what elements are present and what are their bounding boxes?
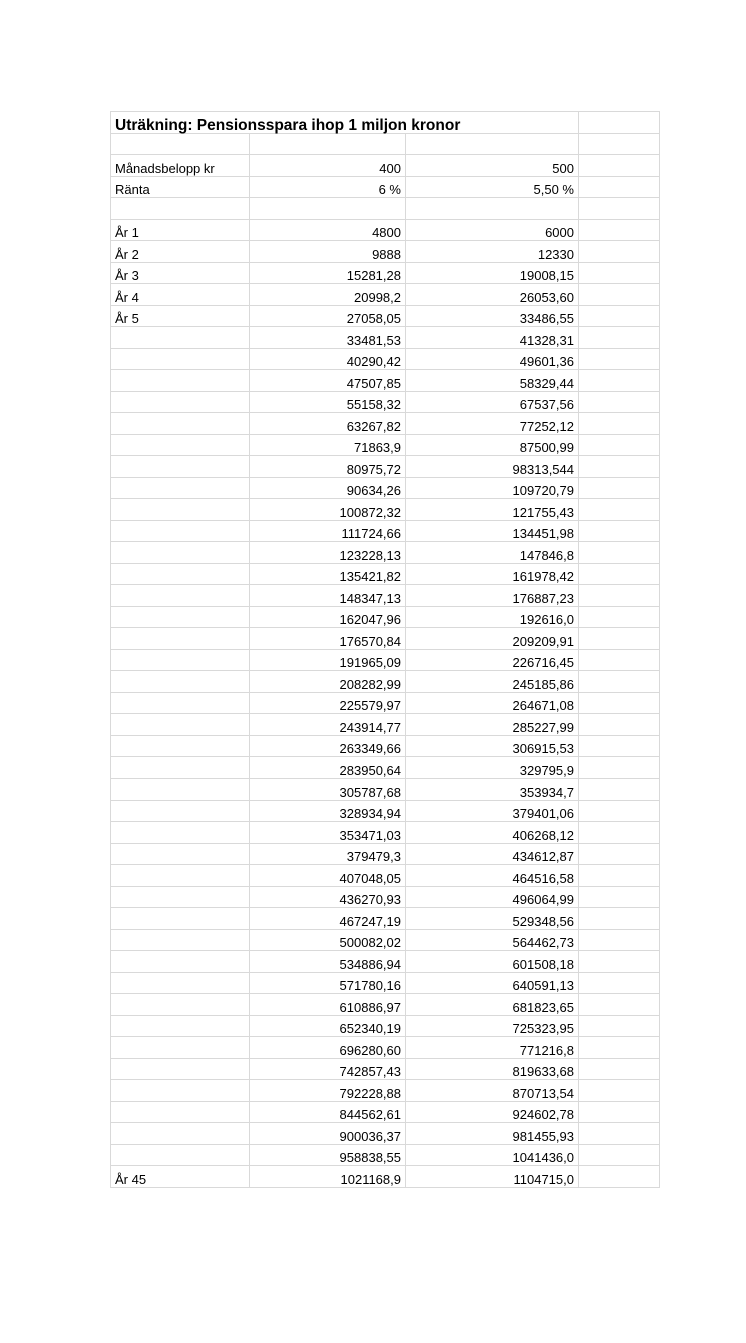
year-row: [111, 434, 660, 456]
balance-a[interactable]: 610886,97: [250, 994, 406, 1016]
balance-a[interactable]: 792228,88: [250, 1080, 406, 1102]
year-row: [111, 262, 660, 284]
balance-b[interactable]: 681823,65: [406, 994, 579, 1016]
year-label[interactable]: [111, 413, 250, 435]
balance-a[interactable]: 90634,26: [250, 477, 406, 499]
balance-b[interactable]: 353934,7: [406, 778, 579, 800]
balance-b[interactable]: 245185,86: [406, 671, 579, 693]
year-row: [111, 886, 660, 908]
balance-b[interactable]: 329795,9: [406, 757, 579, 779]
year-row: [111, 520, 660, 542]
balance-b[interactable]: 121755,43: [406, 499, 579, 521]
balance-b[interactable]: 529348,56: [406, 908, 579, 930]
balance-a[interactable]: 55158,32: [250, 391, 406, 413]
year-label[interactable]: [111, 1144, 250, 1166]
balance-b[interactable]: 464516,58: [406, 865, 579, 887]
year-label[interactable]: [111, 994, 250, 1016]
balance-a[interactable]: 4800: [250, 219, 406, 241]
year-label[interactable]: År 5: [111, 305, 250, 327]
year-label[interactable]: [111, 327, 250, 349]
empty-cell[interactable]: [579, 133, 660, 155]
balance-b[interactable]: 496064,99: [406, 886, 579, 908]
balance-a[interactable]: 33481,53: [250, 327, 406, 349]
empty-cell[interactable]: [579, 284, 660, 306]
title-row: [111, 112, 660, 134]
balance-a[interactable]: 353471,03: [250, 822, 406, 844]
interest-rate-label[interactable]: Ränta: [111, 176, 250, 198]
balance-b[interactable]: 19008,15: [406, 262, 579, 284]
year-row: [111, 1101, 660, 1123]
balance-b[interactable]: 176887,23: [406, 585, 579, 607]
year-label[interactable]: [111, 563, 250, 585]
empty-cell[interactable]: [579, 112, 660, 134]
balance-a[interactable]: 436270,93: [250, 886, 406, 908]
balance-a[interactable]: 900036,37: [250, 1123, 406, 1145]
year-row: [111, 908, 660, 930]
empty-cell[interactable]: [579, 563, 660, 585]
empty-cell[interactable]: [579, 908, 660, 930]
year-row: [111, 606, 660, 628]
balance-a[interactable]: 652340,19: [250, 1015, 406, 1037]
year-label[interactable]: [111, 477, 250, 499]
year-label[interactable]: År 2: [111, 241, 250, 263]
balance-b[interactable]: 601508,18: [406, 951, 579, 973]
year-row: [111, 649, 660, 671]
balance-b[interactable]: 226716,45: [406, 649, 579, 671]
year-row: [111, 348, 660, 370]
empty-cell[interactable]: [579, 176, 660, 198]
year-row: [111, 219, 660, 241]
balance-b[interactable]: 285227,99: [406, 714, 579, 736]
balance-b[interactable]: 209209,91: [406, 628, 579, 650]
balance-a[interactable]: 500082,02: [250, 929, 406, 951]
year-row: [111, 692, 660, 714]
balance-b[interactable]: 49601,36: [406, 348, 579, 370]
balance-b[interactable]: 58329,44: [406, 370, 579, 392]
balance-b[interactable]: 924602,78: [406, 1101, 579, 1123]
year-label[interactable]: [111, 671, 250, 693]
year-label[interactable]: [111, 628, 250, 650]
year-label[interactable]: [111, 972, 250, 994]
empty-cell[interactable]: [579, 262, 660, 284]
balance-a[interactable]: 467247,19: [250, 908, 406, 930]
empty-cell[interactable]: [579, 1015, 660, 1037]
year-row: [111, 822, 660, 844]
empty-cell[interactable]: [579, 1144, 660, 1166]
balance-a[interactable]: 958838,55: [250, 1144, 406, 1166]
balance-a[interactable]: 162047,96: [250, 606, 406, 628]
empty-cell[interactable]: [579, 649, 660, 671]
year-row: [111, 778, 660, 800]
year-row: [111, 951, 660, 973]
balance-b[interactable]: 33486,55: [406, 305, 579, 327]
balance-a[interactable]: 305787,68: [250, 778, 406, 800]
empty-cell[interactable]: [250, 133, 406, 155]
balance-b[interactable]: 306915,53: [406, 735, 579, 757]
balance-a[interactable]: 328934,94: [250, 800, 406, 822]
empty-cell[interactable]: [579, 305, 660, 327]
year-row: [111, 477, 660, 499]
empty-cell[interactable]: [579, 757, 660, 779]
empty-cell[interactable]: [579, 219, 660, 241]
year-row: [111, 865, 660, 887]
balance-a[interactable]: 20998,2: [250, 284, 406, 306]
balance-a[interactable]: 1021168,9: [250, 1166, 406, 1188]
year-label[interactable]: [111, 649, 250, 671]
balance-a[interactable]: 176570,84: [250, 628, 406, 650]
empty-cell[interactable]: [579, 735, 660, 757]
year-label[interactable]: År 3: [111, 262, 250, 284]
year-label[interactable]: [111, 778, 250, 800]
balance-a[interactable]: 696280,60: [250, 1037, 406, 1059]
year-label[interactable]: [111, 1101, 250, 1123]
empty-cell[interactable]: [579, 542, 660, 564]
balance-b[interactable]: 379401,06: [406, 800, 579, 822]
empty-cell[interactable]: [250, 198, 406, 220]
empty-cell[interactable]: [579, 327, 660, 349]
balance-b[interactable]: 147846,8: [406, 542, 579, 564]
year-row: [111, 241, 660, 263]
balance-b[interactable]: 41328,31: [406, 327, 579, 349]
empty-cell[interactable]: [579, 370, 660, 392]
year-row: [111, 735, 660, 757]
year-row: [111, 1144, 660, 1166]
year-row: [111, 305, 660, 327]
balance-b[interactable]: 819633,68: [406, 1058, 579, 1080]
balance-b[interactable]: 264671,08: [406, 692, 579, 714]
empty-cell[interactable]: [406, 198, 579, 220]
balance-a[interactable]: 71863,9: [250, 434, 406, 456]
balance-b[interactable]: 192616,0: [406, 606, 579, 628]
spacer-row: [111, 198, 660, 220]
year-row: [111, 800, 660, 822]
balance-b[interactable]: 1104715,0: [406, 1166, 579, 1188]
interest-rate-a[interactable]: 6 %: [250, 176, 406, 198]
empty-cell[interactable]: [579, 692, 660, 714]
empty-cell[interactable]: [579, 1101, 660, 1123]
empty-cell[interactable]: [579, 778, 660, 800]
balance-b[interactable]: 6000: [406, 219, 579, 241]
balance-a[interactable]: 844562,61: [250, 1101, 406, 1123]
year-row: [111, 391, 660, 413]
year-row: [111, 628, 660, 650]
empty-cell[interactable]: [579, 348, 660, 370]
balance-a[interactable]: 47507,85: [250, 370, 406, 392]
year-row: [111, 542, 660, 564]
balance-a[interactable]: 135421,82: [250, 563, 406, 585]
empty-cell[interactable]: [579, 929, 660, 951]
balance-b[interactable]: 12330: [406, 241, 579, 263]
year-row: [111, 671, 660, 693]
year-label[interactable]: [111, 757, 250, 779]
empty-cell[interactable]: [406, 133, 579, 155]
year-label[interactable]: [111, 606, 250, 628]
balance-a[interactable]: 283950,64: [250, 757, 406, 779]
empty-cell[interactable]: [579, 800, 660, 822]
year-label[interactable]: [111, 714, 250, 736]
balance-a[interactable]: 263349,66: [250, 735, 406, 757]
monthly-amount-b[interactable]: 500: [406, 155, 579, 177]
balance-a[interactable]: 407048,05: [250, 865, 406, 887]
year-label[interactable]: [111, 822, 250, 844]
empty-cell[interactable]: [579, 972, 660, 994]
balance-a[interactable]: 111724,66: [250, 520, 406, 542]
balance-b[interactable]: 67537,56: [406, 391, 579, 413]
year-label[interactable]: [111, 692, 250, 714]
empty-cell[interactable]: [579, 413, 660, 435]
empty-cell[interactable]: [579, 865, 660, 887]
year-row: [111, 499, 660, 521]
empty-cell[interactable]: [111, 198, 250, 220]
empty-cell[interactable]: [579, 1058, 660, 1080]
interest-rate-row: [111, 176, 660, 198]
year-row: [111, 1037, 660, 1059]
year-label[interactable]: [111, 1058, 250, 1080]
balance-b[interactable]: 26053,60: [406, 284, 579, 306]
empty-cell[interactable]: [579, 1037, 660, 1059]
balance-a[interactable]: 191965,09: [250, 649, 406, 671]
year-row: [111, 714, 660, 736]
balance-a[interactable]: 40290,42: [250, 348, 406, 370]
balance-a[interactable]: 148347,13: [250, 585, 406, 607]
year-label[interactable]: [111, 520, 250, 542]
pension-savings-sheet: [110, 111, 660, 1188]
year-label[interactable]: År 4: [111, 284, 250, 306]
year-row: [111, 284, 660, 306]
year-label[interactable]: [111, 391, 250, 413]
year-row: [111, 456, 660, 478]
year-label[interactable]: [111, 735, 250, 757]
year-label[interactable]: [111, 908, 250, 930]
year-row: [111, 972, 660, 994]
year-label[interactable]: [111, 456, 250, 478]
balance-a[interactable]: 243914,77: [250, 714, 406, 736]
balance-a[interactable]: 123228,13: [250, 542, 406, 564]
year-row: [111, 1080, 660, 1102]
year-row: [111, 843, 660, 865]
empty-cell[interactable]: [579, 951, 660, 973]
spacer-row: [111, 133, 660, 155]
year-label[interactable]: [111, 499, 250, 521]
balance-a[interactable]: 534886,94: [250, 951, 406, 973]
year-label[interactable]: År 1: [111, 219, 250, 241]
balance-a[interactable]: 27058,05: [250, 305, 406, 327]
empty-cell[interactable]: [579, 606, 660, 628]
monthly-amount-a[interactable]: 400: [250, 155, 406, 177]
empty-cell[interactable]: [579, 886, 660, 908]
balance-b[interactable]: 771216,8: [406, 1037, 579, 1059]
year-label[interactable]: [111, 843, 250, 865]
sheet-title[interactable]: Uträkning: Pensionsspara ihop 1 miljon kronor: [111, 112, 579, 134]
balance-b[interactable]: 1041436,0: [406, 1144, 579, 1166]
balance-a[interactable]: 80975,72: [250, 456, 406, 478]
year-row: [111, 413, 660, 435]
empty-cell[interactable]: [579, 391, 660, 413]
empty-cell[interactable]: [579, 1080, 660, 1102]
empty-cell[interactable]: [579, 520, 660, 542]
year-row: [111, 929, 660, 951]
year-label[interactable]: [111, 542, 250, 564]
balance-a[interactable]: 379479,3: [250, 843, 406, 865]
empty-cell[interactable]: [579, 499, 660, 521]
balance-b[interactable]: 434612,87: [406, 843, 579, 865]
balance-b[interactable]: 564462,73: [406, 929, 579, 951]
balance-b[interactable]: 77252,12: [406, 413, 579, 435]
balance-a[interactable]: 63267,82: [250, 413, 406, 435]
balance-b[interactable]: 725323,95: [406, 1015, 579, 1037]
balance-a[interactable]: 9888: [250, 241, 406, 263]
balance-b[interactable]: 98313,544: [406, 456, 579, 478]
year-row: [111, 757, 660, 779]
year-label[interactable]: [111, 1037, 250, 1059]
year-row: [111, 585, 660, 607]
year-label[interactable]: [111, 1015, 250, 1037]
year-label[interactable]: [111, 951, 250, 973]
balance-b[interactable]: 406268,12: [406, 822, 579, 844]
year-label[interactable]: [111, 434, 250, 456]
empty-cell[interactable]: [579, 1123, 660, 1145]
balance-a[interactable]: 225579,97: [250, 692, 406, 714]
empty-cell[interactable]: [579, 843, 660, 865]
monthly-amount-label[interactable]: Månadsbelopp kr: [111, 155, 250, 177]
empty-cell[interactable]: [579, 241, 660, 263]
empty-cell[interactable]: [579, 585, 660, 607]
year-label[interactable]: [111, 865, 250, 887]
balance-a[interactable]: 100872,32: [250, 499, 406, 521]
year-row: [111, 1015, 660, 1037]
empty-cell[interactable]: [579, 822, 660, 844]
year-row: [111, 370, 660, 392]
balance-a[interactable]: 208282,99: [250, 671, 406, 693]
year-label[interactable]: [111, 1080, 250, 1102]
balance-b[interactable]: 981455,93: [406, 1123, 579, 1145]
empty-cell[interactable]: [579, 994, 660, 1016]
year-row: [111, 1166, 660, 1188]
empty-cell[interactable]: [579, 628, 660, 650]
balance-a[interactable]: 15281,28: [250, 262, 406, 284]
empty-cell[interactable]: [579, 155, 660, 177]
empty-cell[interactable]: [579, 434, 660, 456]
empty-cell[interactable]: [579, 477, 660, 499]
interest-rate-b[interactable]: 5,50 %: [406, 176, 579, 198]
year-label[interactable]: År 45: [111, 1166, 250, 1188]
balance-b[interactable]: 87500,99: [406, 434, 579, 456]
empty-cell[interactable]: [579, 671, 660, 693]
balance-b[interactable]: 161978,42: [406, 563, 579, 585]
year-label[interactable]: [111, 929, 250, 951]
empty-cell[interactable]: [579, 1166, 660, 1188]
monthly-amount-row: [111, 155, 660, 177]
year-label[interactable]: [111, 1123, 250, 1145]
empty-cell[interactable]: [579, 714, 660, 736]
year-row: [111, 1058, 660, 1080]
year-label[interactable]: [111, 348, 250, 370]
year-row: [111, 563, 660, 585]
year-label[interactable]: [111, 800, 250, 822]
year-label[interactable]: [111, 585, 250, 607]
balance-b[interactable]: 640591,13: [406, 972, 579, 994]
balance-a[interactable]: 571780,16: [250, 972, 406, 994]
empty-cell[interactable]: [111, 133, 250, 155]
year-row: [111, 994, 660, 1016]
balance-b[interactable]: 870713,54: [406, 1080, 579, 1102]
balance-a[interactable]: 742857,43: [250, 1058, 406, 1080]
year-label[interactable]: [111, 886, 250, 908]
year-row: [111, 1123, 660, 1145]
year-label[interactable]: [111, 370, 250, 392]
empty-cell[interactable]: [579, 456, 660, 478]
year-row: [111, 327, 660, 349]
empty-cell[interactable]: [579, 198, 660, 220]
balance-b[interactable]: 109720,79: [406, 477, 579, 499]
balance-b[interactable]: 134451,98: [406, 520, 579, 542]
